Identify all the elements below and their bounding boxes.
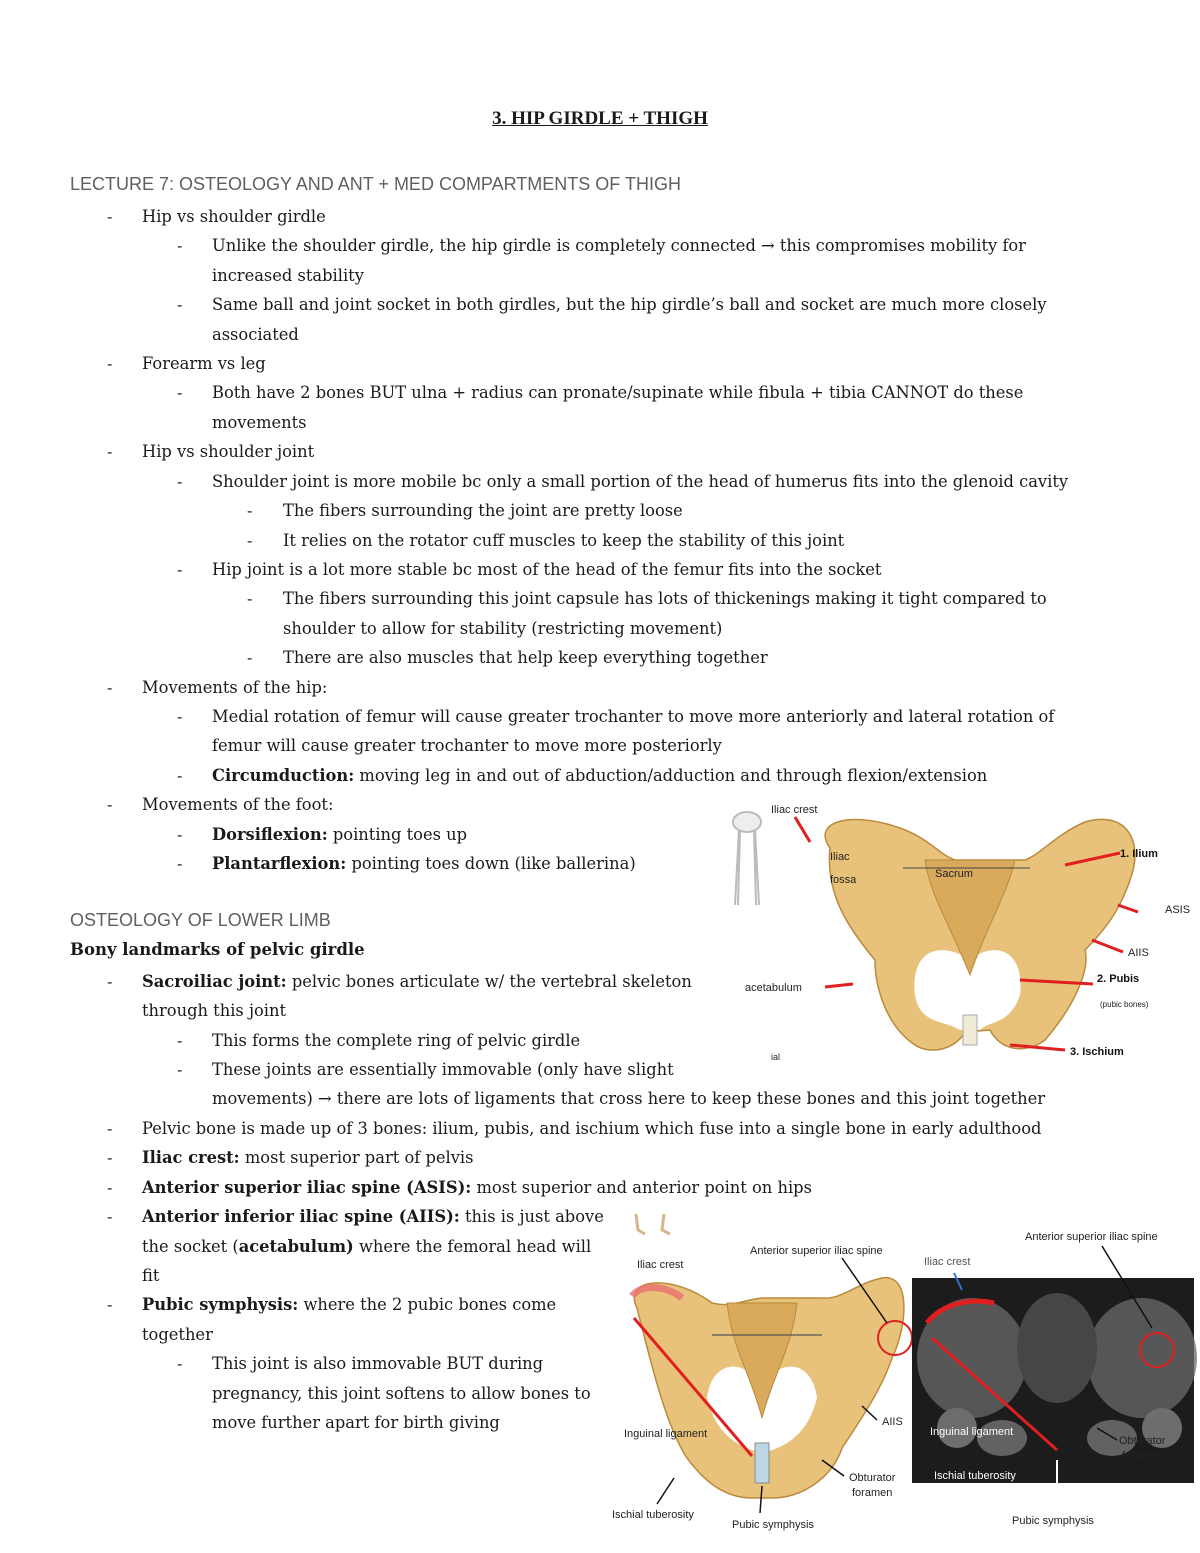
bullet-dash: - <box>107 1207 113 1226</box>
bullet-dash: - <box>107 795 113 814</box>
term: Iliac crest: <box>142 1148 240 1167</box>
list-item: femur will cause greater trochanter to move more posteriorly <box>212 736 722 755</box>
label-obturator: Obturator <box>849 1472 896 1484</box>
label-iliac-fossa: fossa <box>830 874 857 886</box>
definition: pointing toes down (like ballerina) <box>346 854 636 873</box>
label-pubic-symphysis: Pubic symphysis <box>732 1519 814 1531</box>
bullet-dash: - <box>177 472 183 491</box>
bullet-dash: - <box>177 295 183 314</box>
bullet-dash: - <box>177 854 183 873</box>
bullet-dash: - <box>107 1119 113 1138</box>
bullet-dash: - <box>177 1031 183 1050</box>
bullet-dash: - <box>247 531 253 550</box>
list-item: This joint is also immovable BUT during <box>212 1354 544 1373</box>
label-sacrum: Sacrum <box>935 868 973 880</box>
term: Anterior superior iliac spine (ASIS): <box>142 1178 472 1197</box>
list-item: Same ball and joint socket in both girdles, but the hip girdle’s ball and socket are much more closely <box>212 295 1047 314</box>
label-pubic-symphysis: Pubic symphysis <box>1012 1515 1094 1527</box>
label-stray: ial <box>771 1052 781 1062</box>
lecture-heading: LECTURE 7: OSTEOLOGY AND ANT + MED COMPARTMENTS OF THIGH <box>70 174 681 194</box>
arrow <box>657 1478 674 1504</box>
pelvis-diagram-figure <box>725 800 1200 1065</box>
label-iliac-crest: Iliac crest <box>924 1256 971 1268</box>
term: Pubic symphysis: <box>142 1295 299 1314</box>
list-item: shoulder to allow for stability (restricting movement) <box>283 619 723 638</box>
list-item: Pelvic bone is made up of 3 bones: ilium, pubis, and ischium which fuse into a single bone in early adulthood <box>142 1119 1042 1138</box>
bullet-dash: - <box>107 1178 113 1197</box>
definition: pointing toes up <box>327 825 468 844</box>
list-item <box>142 1173 812 1203</box>
list-item: move further apart for birth giving <box>212 1413 500 1432</box>
label-iliac-fossa: Iliac <box>830 851 850 863</box>
bullet-dash: - <box>107 678 113 697</box>
label-iliac-crest: Iliac crest <box>637 1259 684 1271</box>
bullet-dash: - <box>247 501 253 520</box>
list-item: fit <box>142 1266 160 1285</box>
list-item: The fibers surrounding the joint are pretty loose <box>283 501 683 520</box>
bullet-dash: - <box>107 1295 113 1314</box>
text: where the femoral head will <box>353 1237 592 1256</box>
list-item <box>142 1232 591 1262</box>
label-iliac-crest: Iliac crest <box>771 804 818 816</box>
list-item: Movements of the foot: <box>142 795 334 814</box>
term: Sacroiliac joint: <box>142 972 287 991</box>
list-item: Shoulder joint is more mobile bc only a small portion of the head of humerus fits into the glenoid cavity <box>212 472 1069 491</box>
list-item <box>212 849 636 879</box>
list-item: Medial rotation of femur will cause greater trochanter to move more anteriorly and lateral rotation of <box>212 707 1055 726</box>
landmarks-heading: Bony landmarks of pelvic girdle <box>70 940 365 959</box>
definition: moving leg in and out of abduction/adduction and through flexion/extension <box>354 766 988 785</box>
list-item: Movements of the hip: <box>142 678 328 697</box>
text: the socket ( <box>142 1237 239 1256</box>
bullet-dash: - <box>107 972 113 991</box>
bullet-dash: - <box>177 766 183 785</box>
label-inguinal-ligament: Inguinal ligament <box>624 1428 708 1440</box>
bullet-dash: - <box>247 648 253 667</box>
list-item: Hip vs shoulder girdle <box>142 207 326 226</box>
label-asis: Anterior superior iliac spine <box>750 1245 883 1257</box>
bullet-dash: - <box>177 236 183 255</box>
list-item: Both have 2 bones BUT ulna + radius can pronate/supinate while fibula + tibia CANNOT do these <box>212 383 1024 402</box>
bullet-dash: - <box>107 207 113 226</box>
term: Circumduction: <box>212 766 355 785</box>
term: Dorsiflexion: <box>212 825 328 844</box>
pelvis-illustration <box>825 819 1135 1050</box>
arrow <box>795 817 810 842</box>
anterior-pelvis-figure <box>612 1228 912 1533</box>
list-item: associated <box>212 325 299 344</box>
label-ischial-tuberosity: Ischial tuberosity <box>612 1509 694 1521</box>
list-item: These joints are essentially immovable (only have slight <box>212 1060 674 1079</box>
label-pubic-bones: (pubic bones) <box>1100 1000 1149 1009</box>
definition: pelvic bones articulate w/ the vertebral skeleton <box>286 972 692 991</box>
pelvis-illustration <box>634 1278 904 1498</box>
label-aiis: AIIS <box>1128 947 1149 959</box>
definition: where the 2 pubic bones come <box>298 1295 557 1314</box>
list-item: pregnancy, this joint softens to allow bones to <box>212 1384 591 1403</box>
label-pubis: 2. Pubis <box>1097 973 1140 985</box>
bullet-dash: - <box>107 354 113 373</box>
arrow <box>825 984 853 987</box>
list-item <box>212 761 987 791</box>
definition: most superior and anterior point on hips <box>471 1178 812 1197</box>
label-obturator: foramen <box>1122 1450 1163 1462</box>
osteology-heading: OSTEOLOGY OF LOWER LIMB <box>70 910 331 930</box>
bullet-dash: - <box>177 825 183 844</box>
label-ilium: 1. Ilium <box>1120 848 1158 860</box>
label-ischium: 3. Ischium <box>1070 1046 1124 1058</box>
list-item: This forms the complete ring of pelvic girdle <box>212 1031 581 1050</box>
definition: this is just above <box>459 1207 604 1226</box>
list-item: movements <box>212 413 307 432</box>
list-item <box>142 967 692 997</box>
definition: most superior part of pelvis <box>239 1148 474 1167</box>
bullet-dash: - <box>247 589 253 608</box>
bullet-dash: - <box>107 1148 113 1167</box>
list-item <box>142 1202 604 1232</box>
label-obturator: foramen <box>852 1487 893 1499</box>
arrow <box>1092 940 1123 952</box>
list-item: Unlike the shoulder girdle, the hip girdle is completely connected → this compromises mobility for <box>212 236 1026 255</box>
list-item: together <box>142 1325 213 1344</box>
term: acetabulum) <box>238 1237 354 1256</box>
list-item: There are also muscles that help keep everything together <box>283 648 768 667</box>
bullet-dash: - <box>177 1060 183 1079</box>
list-item: Forearm vs leg <box>142 354 266 373</box>
list-item: through this joint <box>142 1001 287 1020</box>
term: Plantarflexion: <box>212 854 347 873</box>
label-acetabulum: acetabulum <box>745 982 802 994</box>
label-ischial-tuberosity: Ischial tuberosity <box>934 1470 1016 1482</box>
list-item: It relies on the rotator cuff muscles to keep the stability of this joint <box>283 531 845 550</box>
term: Anterior inferior iliac spine (AIIS): <box>142 1207 460 1226</box>
pelvis-xray-figure <box>912 1228 1200 1533</box>
list-item <box>142 1290 556 1320</box>
label-obturator: Obturator <box>1119 1435 1166 1447</box>
list-item <box>142 1143 473 1173</box>
bullet-dash: - <box>177 560 183 579</box>
list-item <box>212 820 467 850</box>
list-item: The fibers surrounding this joint capsule has lots of thickenings making it tight compared to <box>283 589 1047 608</box>
label-inguinal-ligament: Inguinal ligament <box>930 1426 1014 1438</box>
arrow <box>1118 905 1138 912</box>
label-asis: ASIS <box>1165 904 1191 916</box>
list-item: Hip vs shoulder joint <box>142 442 315 461</box>
label-asis: Anterior superior iliac spine <box>1025 1231 1158 1243</box>
leg-skeleton-thumbnail <box>733 812 761 905</box>
bullet-dash: - <box>107 442 113 461</box>
bullet-dash: - <box>177 383 183 402</box>
list-item: movements) → there are lots of ligaments that cross here to keep these bones and this joint together <box>212 1089 1046 1108</box>
list-item: Hip joint is a lot more stable bc most of the head of the femur fits into the socket <box>212 560 882 579</box>
page-title: 3. HIP GIRDLE + THIGH <box>492 108 708 129</box>
bullet-dash: - <box>177 1354 183 1373</box>
bullet-dash: - <box>177 707 183 726</box>
list-item: increased stability <box>212 266 364 285</box>
label-aiis: AIIS <box>882 1416 903 1428</box>
